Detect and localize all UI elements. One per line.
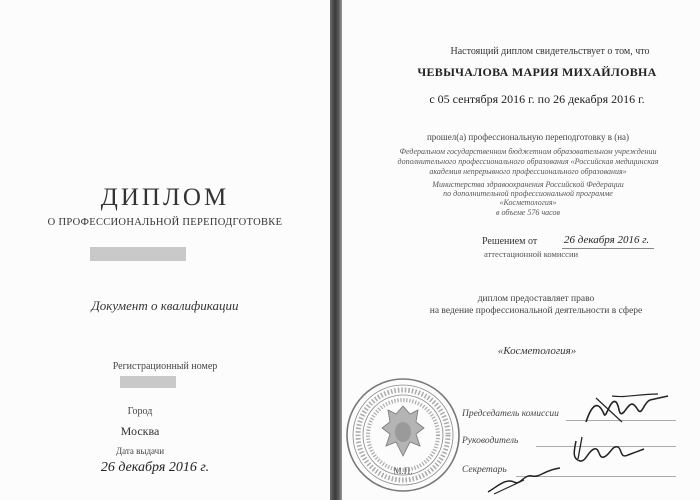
- professional-field-text: на ведение профессиональной деятельности в сфере: [429, 306, 643, 316]
- decision-label: Решением от: [482, 236, 538, 247]
- secretary-label: Секретарь: [462, 465, 507, 475]
- training-period: с 05 сентября 2016 г. по 26 декабря 2016 г.: [429, 92, 645, 106]
- redacted-serial-number: [90, 247, 186, 261]
- head-label: Руководитель: [462, 436, 519, 446]
- decision-date: 26 декабря 2016 г.: [564, 234, 650, 246]
- registration-number-label: Регистрационный номер: [112, 361, 218, 372]
- diploma-title: ДИПЛОМ: [100, 184, 230, 211]
- issue-date-value: 26 декабря 2016 г.: [100, 460, 210, 475]
- diploma-spine: [330, 0, 342, 500]
- city-value: Москва: [120, 424, 160, 438]
- diploma-subtitle: О ПРОФЕССИОНАЛЬНОЙ ПЕРЕПОДГОТОВКЕ: [47, 217, 283, 228]
- passed-training-text: прошел(а) профессиональную переподготовку в (на): [426, 132, 630, 142]
- specialty-name: «Косметология»: [497, 345, 577, 357]
- issue-date-label: Дата выдачи: [115, 446, 165, 456]
- program-name: «Косметология»: [499, 198, 557, 207]
- grants-right-text: диплом предоставляет право: [477, 294, 595, 304]
- program-label: по дополнительной профессиональной программе: [443, 189, 613, 198]
- city-label: Город: [127, 406, 153, 417]
- head-signature-icon: [566, 433, 648, 467]
- program-hours: в объеме 576 часов: [496, 208, 560, 217]
- chair-signature-icon: [582, 392, 672, 428]
- institution-line: дополнительного профессионального образования «Российская медицинская: [397, 157, 659, 166]
- institution-line: Федеральном государственном бюджетном образовательном учреждении: [399, 147, 657, 156]
- holder-name: ЧЕВЫЧАЛОВА МАРИЯ МИХАЙЛОВНА: [417, 65, 657, 79]
- intro-text: Настоящий диплом свидетельствует о том, что: [450, 46, 650, 57]
- secretary-signature-icon: [484, 466, 564, 496]
- ministry-text: Министерства здравоохранения Российской Федерации: [432, 180, 624, 189]
- seal-center-text: М.П.: [393, 466, 413, 476]
- redacted-registration-number: [120, 376, 176, 388]
- commission-chair-label: Председатель комиссии: [462, 409, 559, 419]
- document-type: Документ о квалификации: [91, 298, 239, 313]
- official-seal-icon: [344, 376, 462, 494]
- institution-line: академия непрерывного профессионального образования»: [429, 167, 627, 176]
- commission-label: аттестационной комиссии: [484, 249, 579, 259]
